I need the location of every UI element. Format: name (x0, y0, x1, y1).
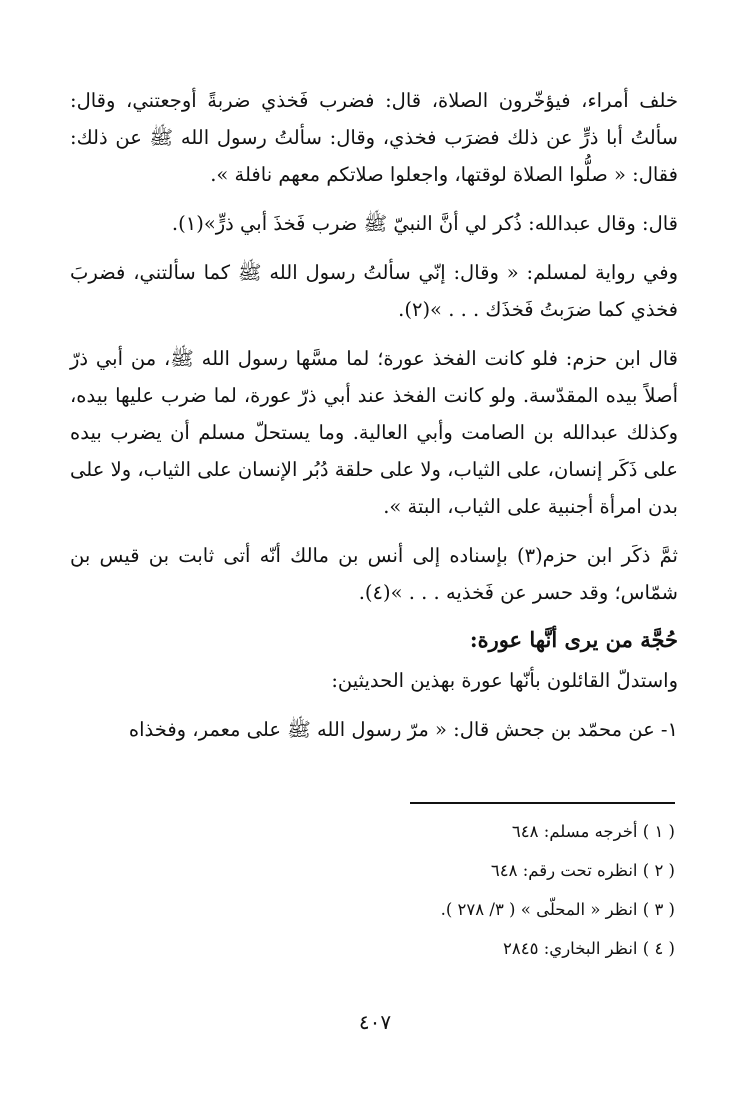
paragraph: خلف أمراء، فيؤخّرون الصلاة، قال: فضرب فَخذي ضربةً أوجعتني، وقال: سألتُ أبا ذرٍّ عن ذلك فضرَب فخذي، وقال: سألتُ رسول الله ﷺ عن ذلك: فقال: « صلُّوا الصلاة لوقتها، واجعلوا صلاتكم معهم نافلة ». (70, 89, 678, 186)
footnote: ( ٤ ) انظر البخاري: ٢٨٤٥ (503, 939, 675, 958)
paragraph: ثمَّ ذكَر ابن حزم(٣) بإسناده إلى أنس بن مالك أنّه أتى ثابت بن قيس بن شمّاس؛ وقد حسر عن فَخذيه . . . »(٤). (70, 544, 678, 604)
paragraph: قال: وقال عبدالله: ذُكر لي أنَّ النبيّ ﷺ ضرب فَخذَ أبي ذرٍّ»(١). (171, 212, 678, 235)
paragraph: وفي رواية لمسلم: « وقال: إنّي سألتُ رسول الله ﷺ كما سألتني، فضربَ فخذي كما ضرَبتُ فَخذَك . . . »(٢). (70, 261, 678, 321)
section-heading: حُجَّة من يرى أنَّها عورة: (469, 627, 678, 652)
footnote: ( ٣ ) انظر « المحلّى » ( ٣/ ٢٧٨ ). (440, 900, 675, 919)
footnotes (275, 812, 675, 968)
footnote-divider (410, 802, 675, 804)
paragraph: واستدلّ القائلون بأنّها عورة بهذين الحديثين: (331, 669, 678, 692)
footnote: ( ٢ ) انظره تحت رقم: ٦٤٨ (490, 861, 675, 880)
paragraph: قال ابن حزم: فلو كانت الفخذ عورة؛ لما مسَّها رسول الله ﷺ، من أبي ذرّ أصلاً بيده المقدّسة. ولو كانت الفخذ عند أبي ذرّ عورة، لما ضرب عليها بيده، وكذلك عبدالله بن الصامت وأبي العالية. وما يستحلّ مسلم أن يضرب بيده على ذَكَر إنسان، على الثياب، ولا على حلقة دُبُر الإنسان على الثياب، ولا على بدن امرأة أجنبية على الثياب، البتة ». (70, 347, 678, 518)
main-text (70, 82, 678, 754)
paragraph: ١- عن محمّد بن جحش قال: « مرّ رسول الله ﷺ على معمر، وفخذاه (128, 718, 678, 741)
page-number: ٤٠٧ (358, 1010, 392, 1034)
footnote: ( ١ ) أخرجه مسلم: ٦٤٨ (511, 822, 675, 841)
